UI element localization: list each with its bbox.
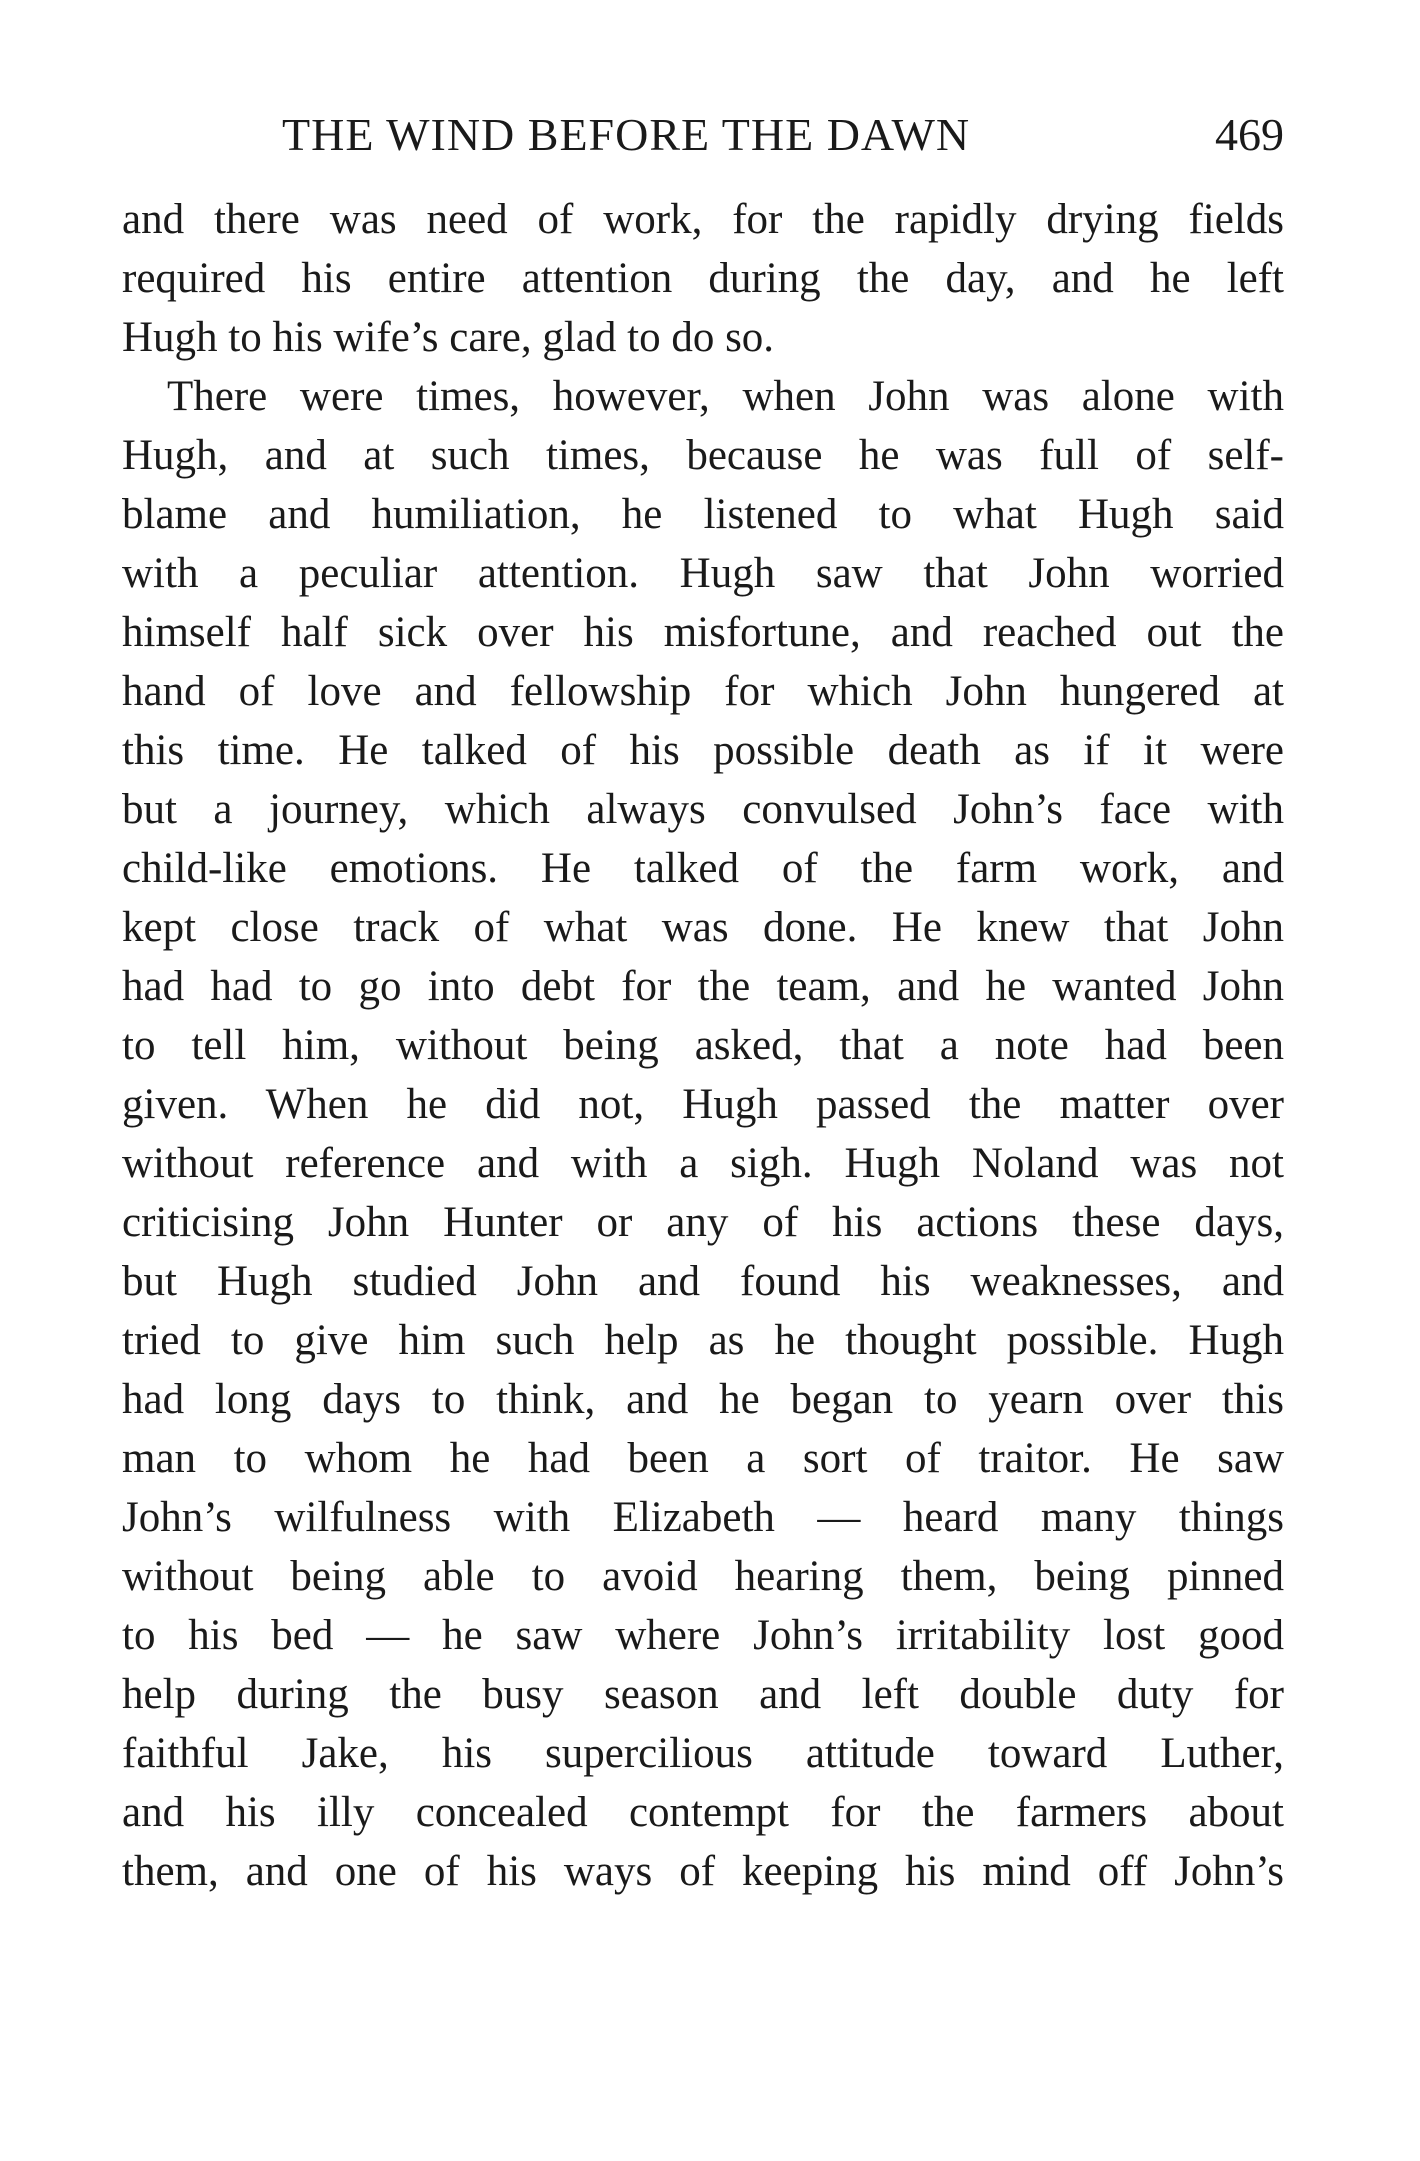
text-line: There were times, however, when John was alone with (167, 373, 1284, 420)
text-line: had had to go into debt for the team, and he wanted John (122, 963, 1284, 1010)
text-line: tried to give him such help as he thought possible. Hugh (122, 1317, 1284, 1364)
text-line: without being able to avoid hearing them, being pinned (122, 1553, 1284, 1600)
body-text (122, 190, 1284, 1901)
text-line: had long days to think, and he began to yearn over this (122, 1376, 1284, 1423)
text-line: hand of love and fellowship for which John hungered at (122, 668, 1284, 715)
text-line: to his bed — he saw where John’s irritability lost good (122, 1612, 1284, 1659)
text-line: child-like emotions. He talked of the farm work, and (122, 845, 1284, 892)
text-line: help during the busy season and left double duty for (122, 1671, 1284, 1718)
text-line: and his illy concealed contempt for the farmers about (122, 1789, 1284, 1836)
text-line: with a peculiar attention. Hugh saw that John worried (122, 550, 1284, 597)
text-line: blame and humiliation, he listened to what Hugh said (122, 491, 1284, 538)
text-line: required his entire attention during the day, and he left (122, 255, 1284, 302)
text-line: this time. He talked of his possible death as if it were (122, 727, 1284, 774)
text-line: and there was need of work, for the rapidly drying fields (122, 196, 1284, 243)
text-line: to tell him, without being asked, that a note had been (122, 1022, 1284, 1069)
text-line: himself half sick over his misfortune, and reached out the (122, 609, 1284, 656)
page-number: 469 (1215, 109, 1284, 160)
text-line: kept close track of what was done. He knew that John (122, 904, 1284, 951)
text-line: John’s wilfulness with Elizabeth — heard many things (122, 1494, 1284, 1541)
running-head (122, 107, 1284, 163)
text-line: without reference and with a sigh. Hugh Noland was not (122, 1140, 1284, 1187)
text-line: criticising John Hunter or any of his actions these days, (122, 1199, 1284, 1246)
text-line: but a journey, which always convulsed John’s face with (122, 786, 1284, 833)
text-line: given. When he did not, Hugh passed the matter over (122, 1081, 1284, 1128)
text-line: but Hugh studied John and found his weaknesses, and (122, 1258, 1284, 1305)
text-line: faithful Jake, his supercilious attitude toward Luther, (122, 1730, 1284, 1777)
text-line: them, and one of his ways of keeping his mind off John’s (122, 1848, 1284, 1895)
text-line: Hugh, and at such times, because he was full of self- (122, 432, 1284, 479)
text-line: Hugh to his wife’s care, glad to do so. (122, 314, 775, 361)
text-line: man to whom he had been a sort of traitor. He saw (122, 1435, 1284, 1482)
running-title: THE WIND BEFORE THE DAWN (282, 109, 971, 160)
